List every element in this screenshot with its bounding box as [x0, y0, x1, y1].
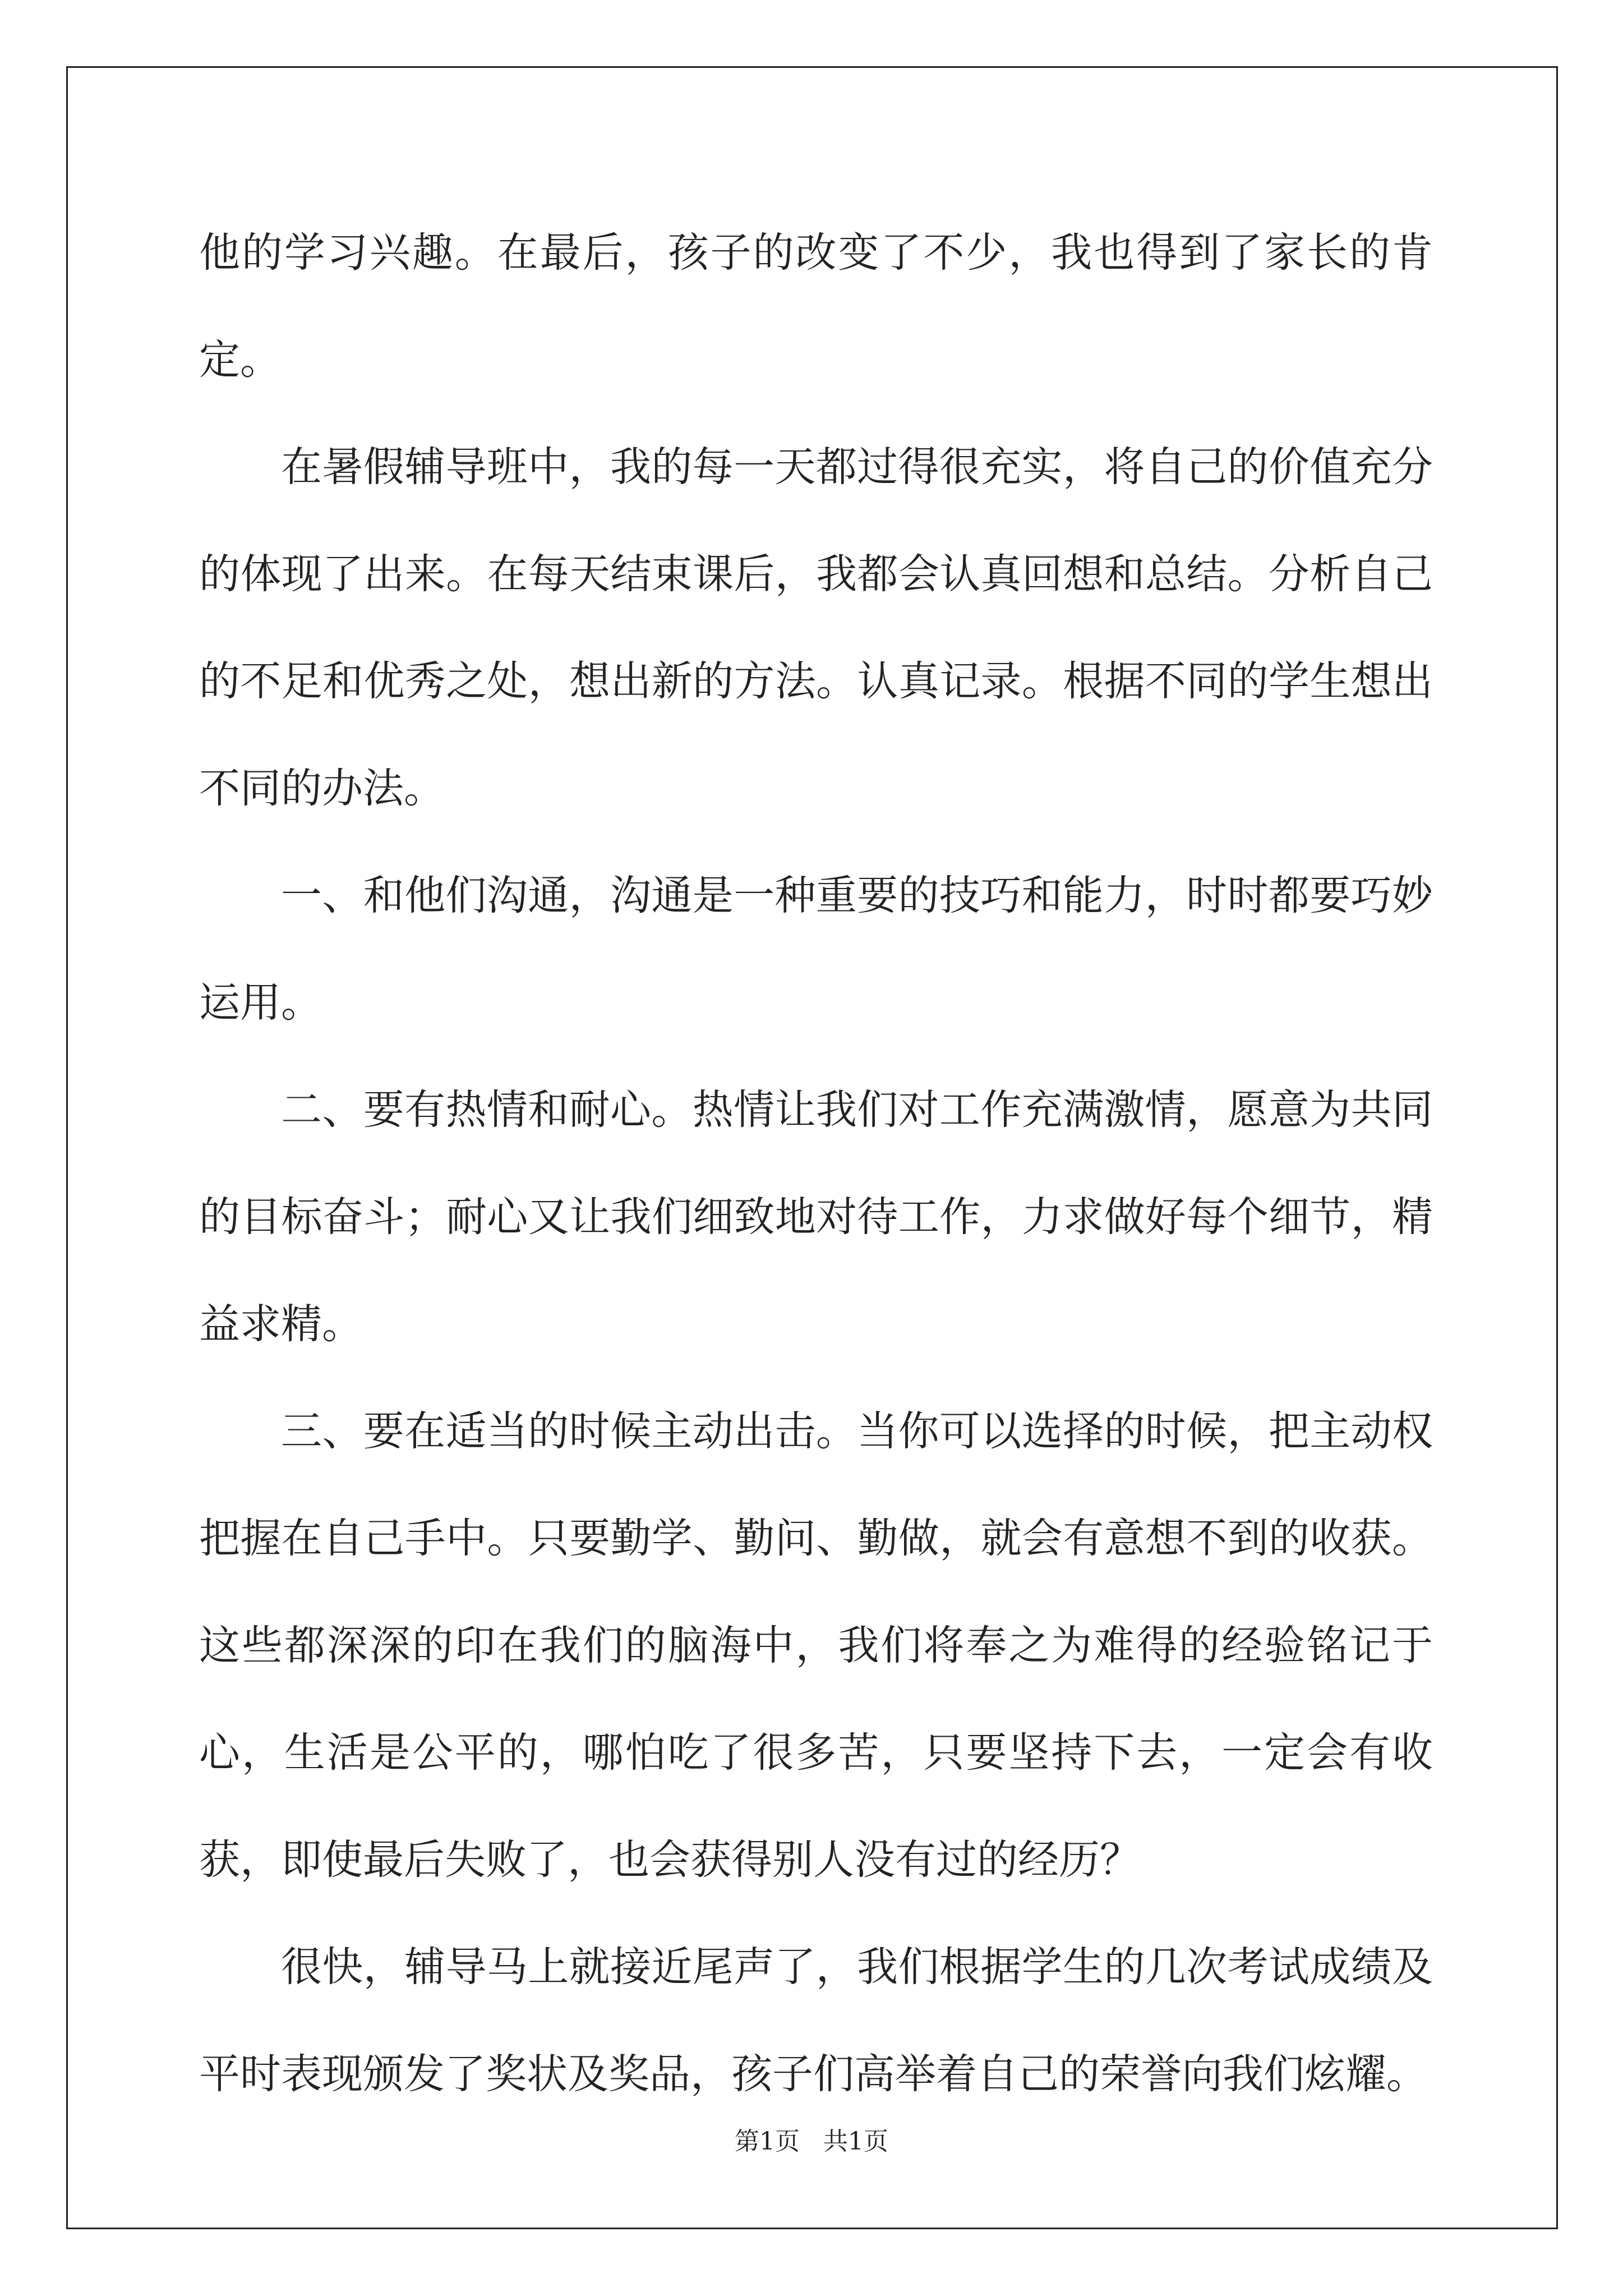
paragraph: 二、要有热情和耐心。热情让我们对工作充满激情，愿意为共同的目标奋斗；耐心又让我们细致地对待工作，力求做好每个细节，精益求精。 [199, 1086, 1433, 1348]
document-body [199, 199, 1433, 2128]
page-number-current: 第1页 [735, 2127, 800, 2156]
footer-spacer [800, 2127, 823, 2156]
paragraph: 在暑假辅导班中，我的每一天都过得很充实，将自己的价值充分的体现了出来。在每天结束课后，我都会认真回想和总结。分析自己的不足和优秀之处，想出新的方法。认真记录。根据不同的学生想出不同的办法。 [199, 443, 1433, 812]
paragraph: 一、和他们沟通，沟通是一种重要的技巧和能力，时时都要巧妙运用。 [199, 872, 1433, 1027]
page-number-total: 共1页 [823, 2127, 888, 2156]
paragraph: 很快，辅导马上就接近尾声了，我们根据学生的几次考试成绩及平时表现颁发了奖状及奖品，孩子们高举着自己的荣誉向我们炫耀。 [199, 1943, 1433, 2098]
paragraph: 三、要在适当的时候主动出击。当你可以选择的时候，把主动权把握在自己手中。只要勤学、勤问、勤做，就会有意想不到的收获。这些都深深的印在我们的脑海中，我们将奉之为难得的经验铭记于心，生活是公平的，哪怕吃了很多苦，只要坚持下去，一定会有收获，即使最后失败了，也会获得别人没有过的经历？ [199, 1407, 1433, 1884]
paragraph: 他的学习兴趣。在最后，孩子的改变了不少，我也得到了家长的肯定。 [199, 229, 1433, 384]
page-footer [0, 2125, 1623, 2159]
